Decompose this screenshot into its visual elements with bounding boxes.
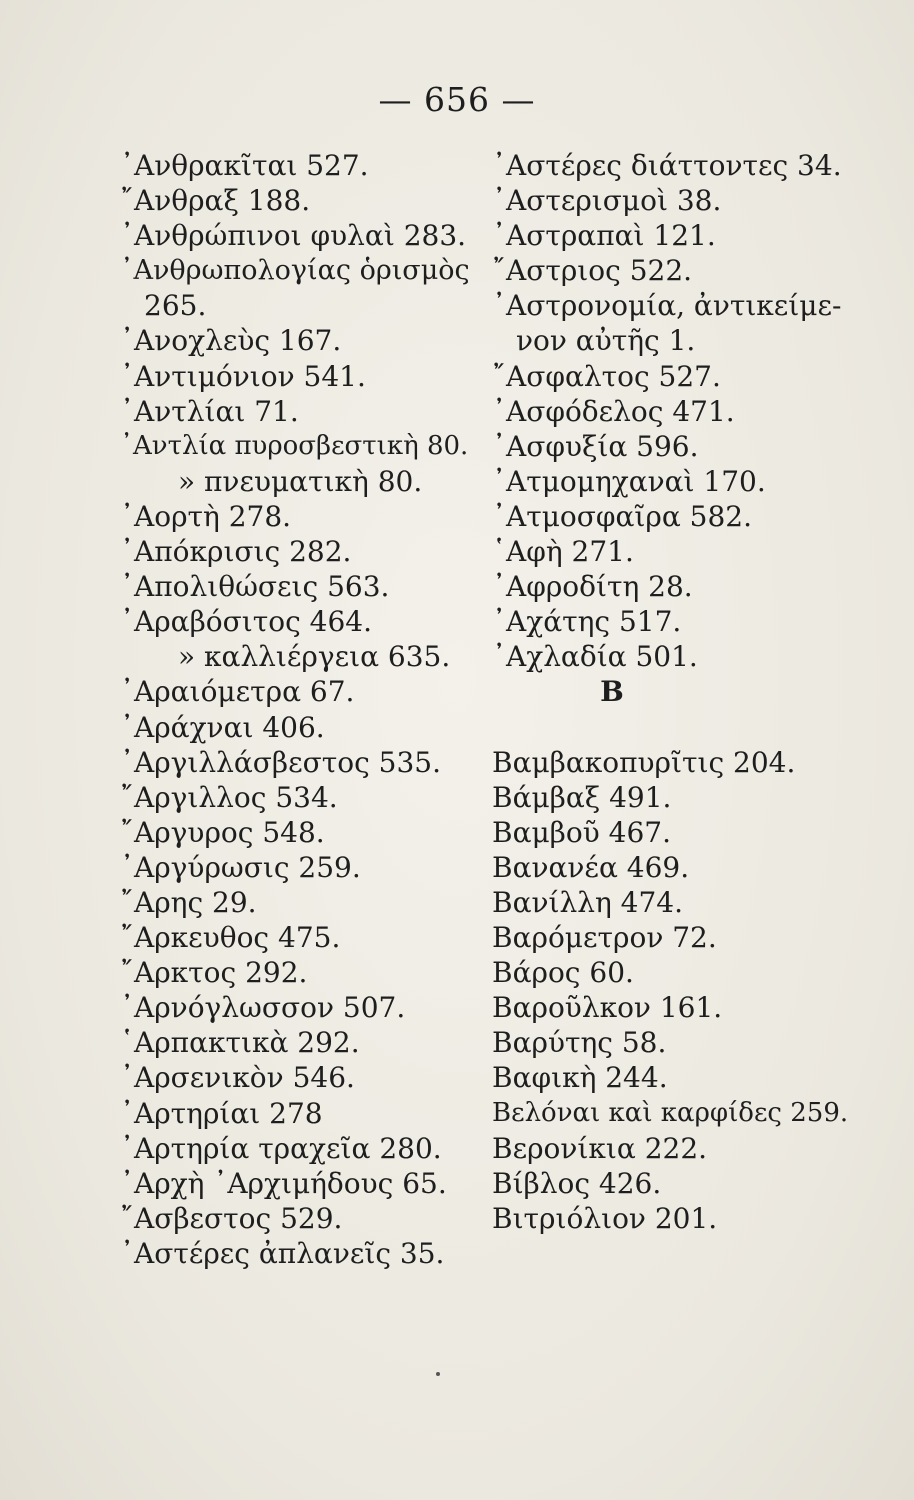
index-entry: ᾿Αρτηρίαι 278	[120, 1096, 323, 1130]
index-entry: ᾿Ατμοσφαῖρα 582.	[492, 499, 752, 533]
index-entry: ῎Ασφαλτος 527.	[492, 359, 721, 393]
index-entry: ᾿Αστερισμοὶ 38.	[492, 184, 722, 218]
index-entry: Βαρόμετρον 72.	[492, 921, 717, 955]
index-entry: ῎Ασβεστος 529.	[120, 1201, 343, 1235]
print-speck	[436, 1372, 440, 1376]
index-entry: ᾿Αντλία πυροσβεστικὴ 80.	[120, 430, 469, 461]
index-entry: ᾿Αστραπαὶ 121.	[492, 219, 716, 253]
index-entry: ᾿Αφροδίτη 28.	[492, 570, 693, 604]
index-entry: ᾿Αρτηρία τραχεῖα 280.	[120, 1131, 442, 1165]
index-entry: Βαμβοῦ 467.	[492, 815, 671, 849]
index-entry: ῎Αρης 29.	[120, 885, 257, 919]
index-entry: ᾿Αρχὴ ᾿Αρχιμήδους 65.	[120, 1166, 447, 1200]
index-entry: ᾿Αστέρες διάττοντες 34.	[492, 149, 842, 182]
index-entry: ῎Αρκευθος 475.	[120, 921, 341, 955]
index-entry-continuation: νον αὐτῆς 1.	[516, 324, 696, 358]
index-entry: ᾿Ανθρακῖται 527.	[120, 149, 369, 182]
index-entry: ᾿Αργιλλάσβεστος 535.	[120, 745, 441, 779]
index-entry: ᾿Απόκρισις 282.	[120, 535, 352, 569]
index-entry-ditto: » πνευματικὴ 80.	[178, 464, 423, 498]
index-entry: ῾Αφὴ 271.	[492, 535, 634, 569]
index-entry: ῾Αρπακτικὰ 292.	[120, 1026, 360, 1060]
index-entry: Βαμβακοπυρῖτις 204.	[492, 745, 796, 779]
index-entry: ᾿Ασφυξία 596.	[492, 429, 699, 463]
index-entry: Βανίλλη 474.	[492, 885, 683, 919]
index-entry: ᾿Αντιμόνιον 541.	[120, 359, 366, 393]
index-entry: Βάμβαξ 491.	[492, 780, 672, 814]
index-entry: ᾿Αράχναι 406.	[120, 710, 325, 744]
index-entry: ᾿Ατμομηχαναὶ 170.	[492, 464, 766, 498]
index-entry: ῎Αργυρος 548.	[120, 815, 325, 849]
index-entry: Βαρύτης 58.	[492, 1026, 667, 1060]
index-entry: ᾿Αστέρες ἀπλανεῖς 35.	[120, 1236, 445, 1270]
index-entry: ᾿Ανοχλεὺς 167.	[120, 324, 342, 358]
index-entry: ᾿Αορτὴ 278.	[120, 499, 292, 533]
index-entry: Βαροῦλκον 161.	[492, 991, 723, 1025]
index-entry: ᾿Αρνόγλωσσον 507.	[120, 991, 406, 1025]
index-entry: ᾿Αντλίαι 71.	[120, 394, 299, 428]
index-entry: ᾿Αχάτης 517.	[492, 605, 682, 639]
index-entry: ῎Αρκτος 292.	[120, 956, 308, 990]
section-heading-b: Β	[600, 675, 624, 709]
index-entry: ᾿Αχλαδία 501.	[492, 640, 698, 674]
index-entry: ῎Αστριος 522.	[492, 254, 693, 288]
page-number: — 656 —	[378, 80, 536, 119]
index-entry: Βάρος 60.	[492, 956, 634, 990]
index-entry: ᾿Απολιθώσεις 563.	[120, 570, 390, 604]
index-entry: Βαφικὴ 244.	[492, 1061, 668, 1095]
index-entry: ᾿Ανθρωπολογίας ὁρισμὸς	[120, 255, 470, 287]
index-column-left	[120, 148, 470, 1271]
section-spacer	[492, 710, 852, 745]
index-entry: ᾿Αρσενικὸν 546.	[120, 1061, 355, 1095]
index-entry: ᾿Ασφόδελος 471.	[492, 394, 735, 428]
index-entry: Βίβλος 426.	[492, 1166, 662, 1200]
index-entry-ditto: » καλλιέργεια 635.	[178, 640, 451, 674]
index-entry: ᾿Αραιόμετρα 67.	[120, 675, 355, 709]
index-entry: ᾿Αργύρωσις 259.	[120, 850, 361, 884]
index-entry: Βανανέα 469.	[492, 850, 690, 884]
index-entry: ᾿Αστρονομία, ἀντικείμε-	[492, 289, 842, 323]
index-entry: ᾿Ανθρώπινοι φυλαὶ 283.	[120, 219, 467, 253]
index-entry: ᾿Αραβόσιτος 464.	[120, 605, 372, 639]
index-entry: Βελόναι καὶ καρφίδες 259.	[492, 1097, 849, 1128]
index-entry-continuation: 265.	[144, 289, 207, 323]
index-entry: ῎Ανθραξ 188.	[120, 184, 311, 218]
index-column-right	[492, 148, 852, 1236]
index-entry: Βερονίκια 222.	[492, 1131, 708, 1165]
index-entry: Βιτριόλιον 201.	[492, 1201, 718, 1235]
index-entry: ῎Αργιλλος 534.	[120, 780, 338, 814]
